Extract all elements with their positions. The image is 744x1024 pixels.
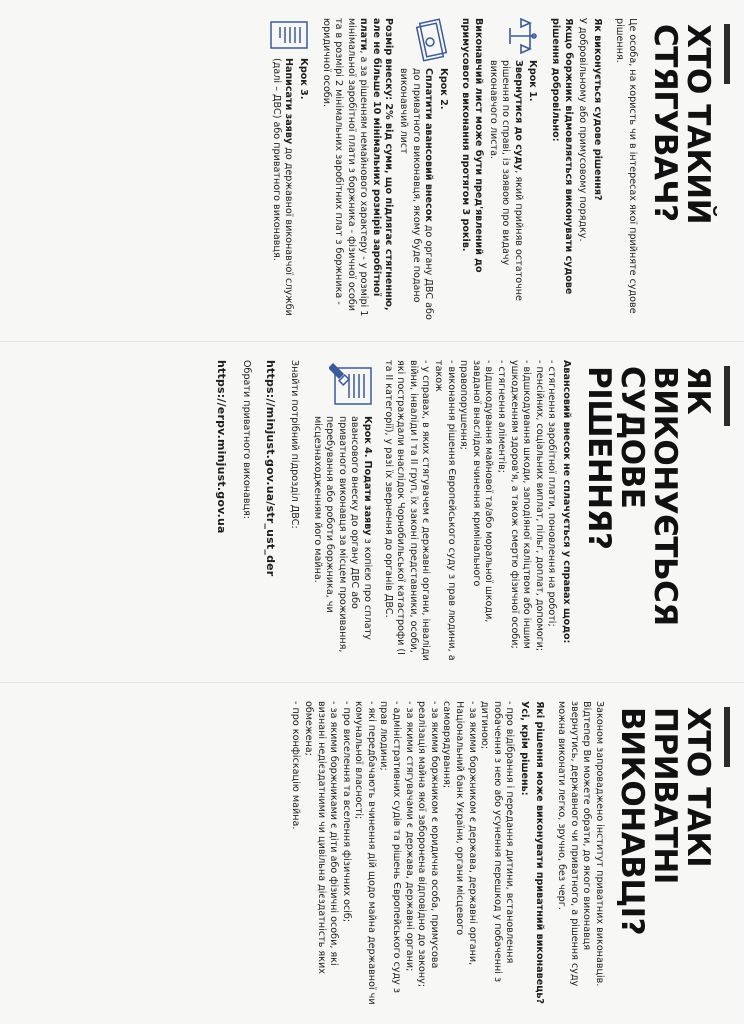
advance-exemptions-list [381,360,557,664]
panel-title: ЯК ВИКОНУЄТЬСЯ СУДОВЕ РІШЕННЯ? [581,366,716,626]
step-3 [265,18,309,323]
find-pv-label: Обрати приватного виконавця: [240,360,252,520]
panel-title: ХТО ТАКИЙ СТЯГУВАЧ? [647,24,716,225]
step-bold: Сплатити авансовий внесок [423,68,435,222]
step-text: до органу ДВС або до приватного виконавця, якому буде подано виконавчий лист [398,68,435,320]
list-item: - за якими боржником є держава, державні органи, Національний банк України, органи місцевого самоврядування; [440,701,478,1006]
step-4 [308,360,373,664]
title-accent-bar [724,707,730,767]
panel-how-enforced [0,341,744,682]
fee-size-text: , а за рішенням немайнового характеру - у розмірі 1 мінімальної заробітної плати з боржника - фізичної особи та в розмірі 2 мінімальних заробітних плат з боржника - юридичної особи. [320,18,370,317]
intro-text: Законом запроваджено інститут приватних виконавців. Відтепер Ви можете обрати, до якого виконавця звернутись, державного чи приватного, а рішення суду можна виконати легко, зручно, без черг. [556,701,605,987]
list-item: - стягнення заробітної плати, поновлення на роботі; [545,360,558,664]
panel-private-executors [0,682,744,1024]
list-item: - які передбачають вчинення дій щодо майна державної чи комунальної власності; [352,701,377,1006]
pv-registry-link[interactable]: https://erpv.minjust.gov.ua [214,360,228,534]
title-accent-bar [724,24,730,84]
step-heading: Крок 4. [362,416,374,458]
list-item: - про конфіскацію майна. [289,701,302,1006]
step-2 [395,18,449,323]
step-heading: Крок 3. [297,58,309,100]
refusal-heading: Якщо боржник відмовляється виконувати судове рішення добровільно: [550,18,574,295]
list-item: - адміністративних судів та рішень Європейського суду з прав людини; [377,701,402,1006]
step-bold: Подати заяву [362,460,374,536]
document-icon [265,18,309,52]
list-item: - відшкодування шкоди, заподіяної каліцтвом або іншим ушкодженням здоров'я, а також смертю фізичної особи; [507,360,532,664]
list-item: - виконання рішення Європейського суду з прав людини, а також [431,360,456,664]
step-bold: Звернутися до суду [512,60,524,171]
list-item: - у справах, в яких стягувачем є державні органи, інваліди війни, інваліди І та ІІ груп, їх законі представники, особи, які постраждали внаслідок Чорнобильської катастрофи (І та ІІ категорії), у разі їх звернення до органів ДВС. [381,360,431,664]
list-item: - про виселення та вселення фізичних осіб; [339,701,352,1006]
question-heading: Як виконується судове рішення? [591,18,603,201]
step-1 [484,18,538,323]
all-except-label: Усі, крім рішень: [519,701,531,796]
title-accent-bar [724,366,730,426]
list-item: - стягнення аліментів; [494,360,507,664]
list-item: - відшкодування майнової та/або моральної шкоди, завданої внаслідок вчинення кримінального правопорушення; [457,360,495,664]
answer-text: У добровільному або примусовому порядку. [577,18,589,242]
fee-size-bold: Розмір внеску: 2% від суми, що підлягає стягненню, але не більше 10 мінімальних розмірів заробітної плати [358,18,395,311]
step1-note: Виконавчий лист може бути пред'явлений до примусового виконання протягом 3 років. [460,18,485,273]
list-item: - пенсійних, соціальних виплат, пільг, доплат, допомоги; [532,360,545,664]
step-bold: Написати заяву [283,58,295,145]
dvs-link[interactable]: https://minjust.gov.ua/str_ust_der [263,360,277,577]
panel-who-is-claimant [0,0,744,341]
step-text: з копією про сплату авансового внеску до органу ДВС або приватного виконавця за місцем проживання, перебування або роботи боржника, чи місцезнаходженням його майна. [311,416,374,653]
scales-icon [502,18,538,54]
intro-text: Це особа, на користь чи в інтересах якої прийняте судове рішення. [614,18,638,314]
list-item: - за якими боржником є юридична особа, примусова реалізація майна якої заборонена відповідно до закону; [415,701,440,1006]
list-item: - за якими стягувачами є держава, державні органи; [402,701,415,1006]
panel-title: ХТО ТАКІ ПРИВАТНІ ВИКОНАВЦІ? [614,707,716,936]
question-heading: Які рішення може виконувати приватний виконавець? [533,701,545,1004]
find-dvs-label: Знайти потрібний підрозділ ДВС: [289,360,301,529]
advance-heading: Авансовий внесок не сплачується у справах щодо: [561,360,572,644]
step-text: , який прийняв остаточне рішення по справі, із заявою про видачу виконавчого листа. [487,60,524,301]
list-item: - за якими боржниками є діти або фізичні особи, які визнані недієздатними чи цивільна дієздатність яких обмежена; [301,701,339,1006]
stamp-document-icon [325,360,373,410]
step-heading: Крок 2. [437,68,449,110]
step-heading: Крок 1. [527,60,539,102]
step-text: до державної виконавчої служби (далі – ДВС) або приватного виконавця. [270,58,295,316]
exceptions-list [289,701,516,1006]
money-icon [411,18,449,62]
list-item: - про відібрання і передання дитини, встановлення побачення з нею або усунення перешкод у побаченні з дитиною; [478,701,516,1006]
